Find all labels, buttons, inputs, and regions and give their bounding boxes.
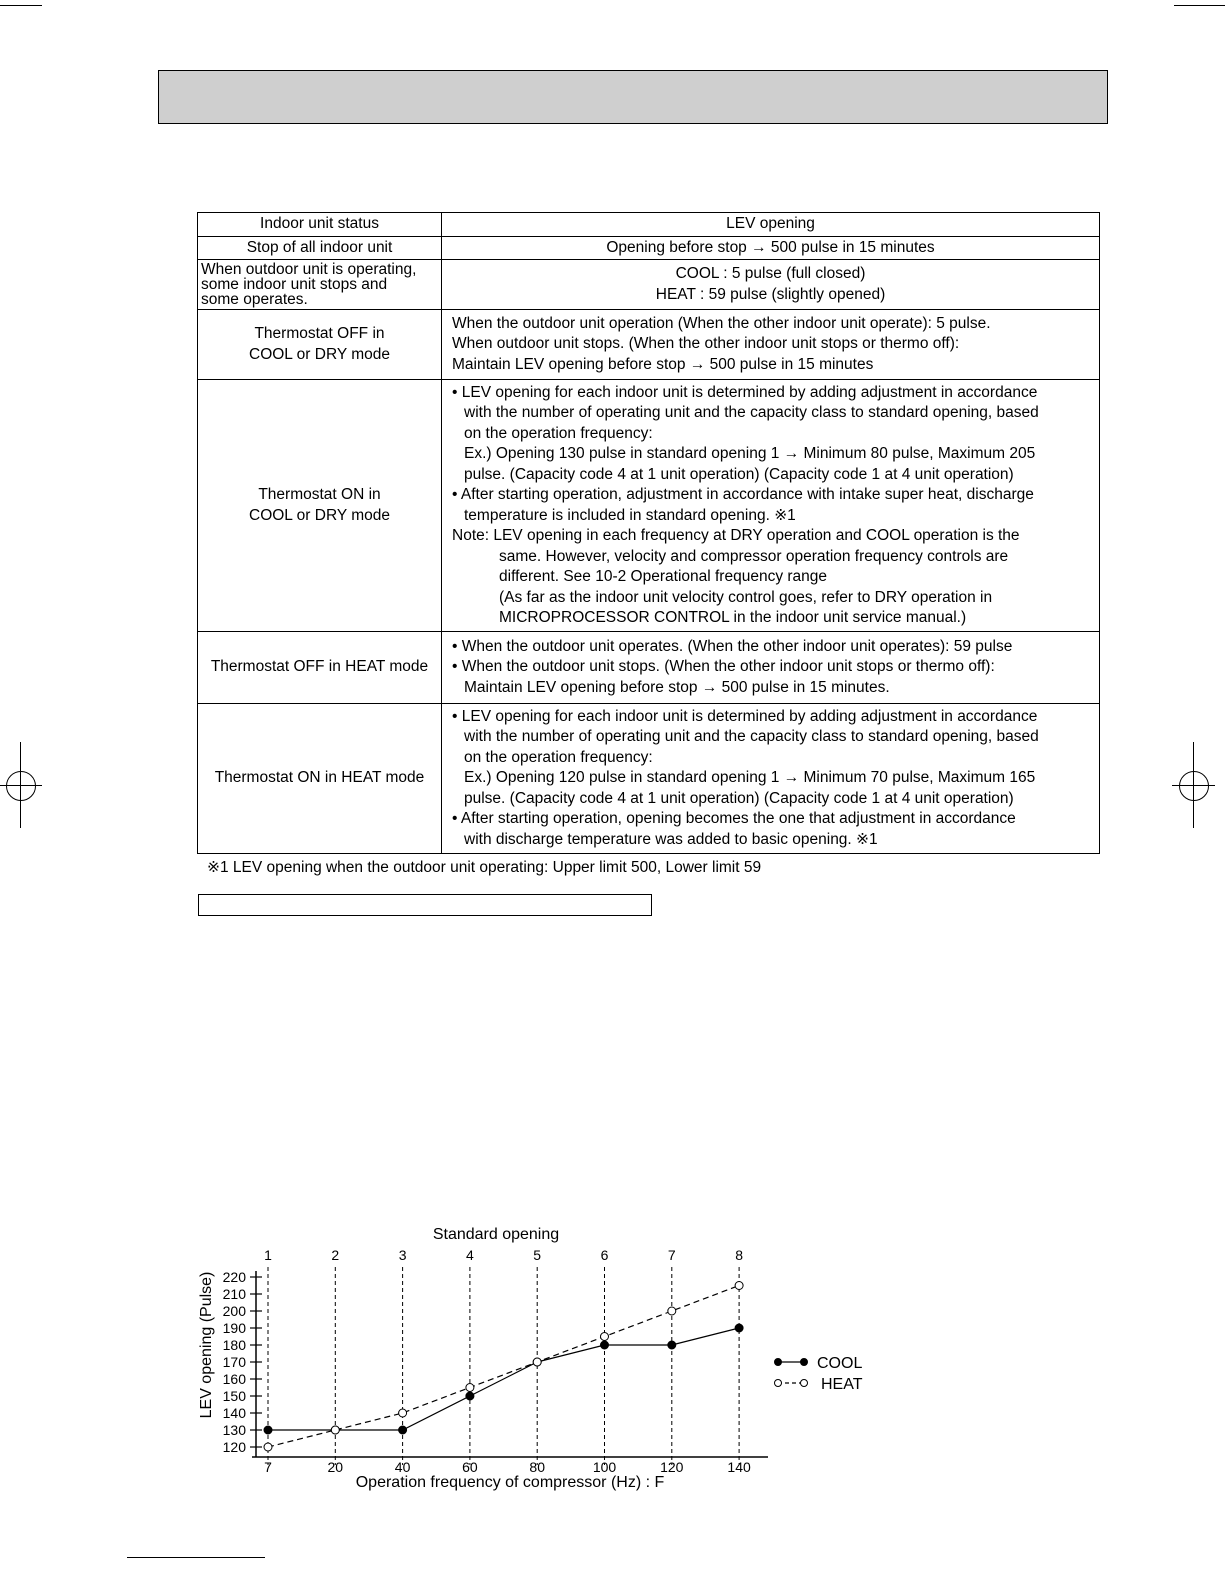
y-tick-label: 210 (222, 1286, 246, 1302)
status-cell: Thermostat OFF in HEAT mode (198, 632, 442, 704)
caption-box (198, 894, 652, 916)
lev-cell: COOL : 5 pulse (full closed) HEAT : 59 pulse (slightly opened) (442, 260, 1100, 310)
legend-label: COOL (817, 1355, 863, 1372)
x-tick-label: 100 (592, 1459, 617, 1475)
data-point-heat (601, 1333, 609, 1341)
legend-marker (801, 1359, 808, 1366)
lev-opening-table (197, 212, 1100, 854)
registration-circle (6, 771, 36, 801)
table-row (198, 260, 1100, 310)
data-point-heat (331, 1426, 339, 1434)
data-point-cool (466, 1392, 474, 1400)
chart-title: Standard opening (432, 1226, 560, 1243)
lev-cell: • When the outdoor unit operates. (When the other indoor unit operates): 59 pulse • When the outdoor unit stops. (When the other indoor unit stops or thermo off): Maintain LEV opening before stop → 500 pulse in 15 minutes. (442, 632, 1100, 704)
standard-opening-label: 7 (667, 1247, 676, 1263)
legend-marker (775, 1380, 782, 1387)
standard-opening-label: 1 (264, 1247, 272, 1263)
y-tick-label: 160 (222, 1371, 246, 1387)
legend-marker (801, 1380, 808, 1387)
standard-opening-label: 3 (398, 1247, 407, 1263)
status-cell: Stop of all indoor unit (198, 236, 442, 260)
standard-opening-label: 4 (466, 1247, 474, 1263)
x-tick-label: 140 (727, 1459, 751, 1475)
header-lev: LEV opening (442, 213, 1100, 237)
legend-marker (775, 1359, 782, 1366)
lev-cell: When the outdoor unit operation (When the other indoor unit operate): 5 pulse. When outdoor unit stops. (When the other indoor unit stops or thermo off): Maintain LEV opening before stop → 500 pulse in 15 minutes (442, 310, 1100, 380)
table-row (198, 632, 1100, 704)
header-status: Indoor unit status (198, 213, 442, 237)
x-tick-label: 7 (264, 1459, 272, 1475)
table-row (198, 704, 1100, 854)
registration-circle (1179, 771, 1209, 801)
y-tick-label: 200 (222, 1303, 246, 1319)
y-tick-label: 180 (222, 1337, 246, 1353)
y-tick-label: 220 (222, 1269, 246, 1285)
table-header-row (198, 213, 1100, 237)
y-tick-label: 170 (222, 1354, 246, 1370)
lev-cell: • LEV opening for each indoor unit is determined by adding adjustment in accordance with the number of operating unit and the capacity class to standard opening, based on the operation frequency: Ex.) Opening 130 pulse in standard opening 1 → Minimum 80 pulse, Maximum 205 pulse. (Capacity code 4 at 1 unit operation) (Capacity code 1 at 4 unit operation) • After starting operation, adjustment in accordance with intake super heat, discharge temperature is included in standard opening. ※1 Note: LEV opening in each frequency at DRY operation and COOL operation is the same. However, velocity and compressor operation frequency controls are different. See 10-2 Operational frequency range (As far as the indoor unit velocity control goes, refer to DRY operation in MICROPROCESSOR CONTROL in the indoor unit service manual.) (442, 380, 1100, 632)
standard-opening-label: 6 (600, 1247, 609, 1263)
data-point-cool (399, 1426, 407, 1434)
section-header-band (158, 70, 1108, 124)
status-cell: When outdoor unit is operating, some indoor unit stops and some operates. (198, 260, 442, 310)
standard-opening-label: 8 (735, 1247, 743, 1263)
legend-label: HEAT (821, 1376, 863, 1393)
x-tick-label: 80 (529, 1459, 545, 1475)
lev-cell: Opening before stop → 500 pulse in 15 minutes (442, 236, 1100, 260)
table-row (198, 310, 1100, 380)
status-cell: Thermostat ON in HEAT mode (198, 704, 442, 854)
table-row (198, 236, 1100, 260)
y-tick-label: 120 (222, 1439, 246, 1455)
data-point-heat (399, 1409, 407, 1417)
x-tick-label: 60 (462, 1459, 478, 1475)
y-tick-label: 130 (222, 1422, 246, 1438)
note-text: Note: LEV opening in each frequency at DRY operation and COOL operation is the (452, 527, 1020, 544)
standard-opening-label: 2 (331, 1247, 340, 1263)
x-tick-label: 20 (327, 1459, 344, 1475)
lev-cell: • LEV opening for each indoor unit is determined by adding adjustment in accordance with the number of operating unit and the capacity class to standard opening, based on the operation frequency: Ex.) Opening 120 pulse in standard opening 1 → Minimum 70 pulse, Maximum 165 pulse. (Capacity code 4 at 1 unit operation) (Capacity code 1 at 4 unit operation) • After starting operation, opening becomes the one that adjustment in accordance with discharge temperature was added to basic opening. ※1 (442, 704, 1100, 854)
data-point-heat (466, 1384, 474, 1392)
footnote: ※1 LEV opening when the outdoor unit operating: Upper limit 500, Lower limit 59 (207, 859, 762, 876)
x-tick-label: 120 (660, 1459, 684, 1475)
x-tick-label: 40 (394, 1459, 411, 1475)
data-point-heat (264, 1443, 272, 1451)
data-point-heat (668, 1307, 676, 1315)
y-axis-label: LEV opening (Pulse) (198, 1271, 215, 1419)
status-cell: Thermostat OFF in COOL or DRY mode (198, 310, 442, 380)
standard-opening-chart (190, 1215, 890, 1505)
y-tick-label: 190 (222, 1320, 246, 1336)
crop-mark (1174, 5, 1225, 6)
data-point-cool (264, 1426, 272, 1434)
data-point-cool (668, 1341, 676, 1349)
standard-opening-label: 5 (533, 1247, 542, 1263)
table-row (198, 380, 1100, 632)
data-point-heat (533, 1358, 541, 1366)
data-point-heat (735, 1282, 743, 1290)
y-tick-label: 140 (222, 1405, 246, 1421)
status-cell: Thermostat ON in COOL or DRY mode (198, 380, 442, 632)
crop-mark (0, 5, 42, 6)
y-tick-label: 150 (222, 1388, 246, 1404)
data-point-cool (735, 1324, 743, 1332)
data-point-cool (601, 1341, 609, 1349)
x-axis-label: Operation frequency of compressor (Hz) : F (355, 1474, 665, 1491)
crop-mark (127, 1557, 265, 1558)
